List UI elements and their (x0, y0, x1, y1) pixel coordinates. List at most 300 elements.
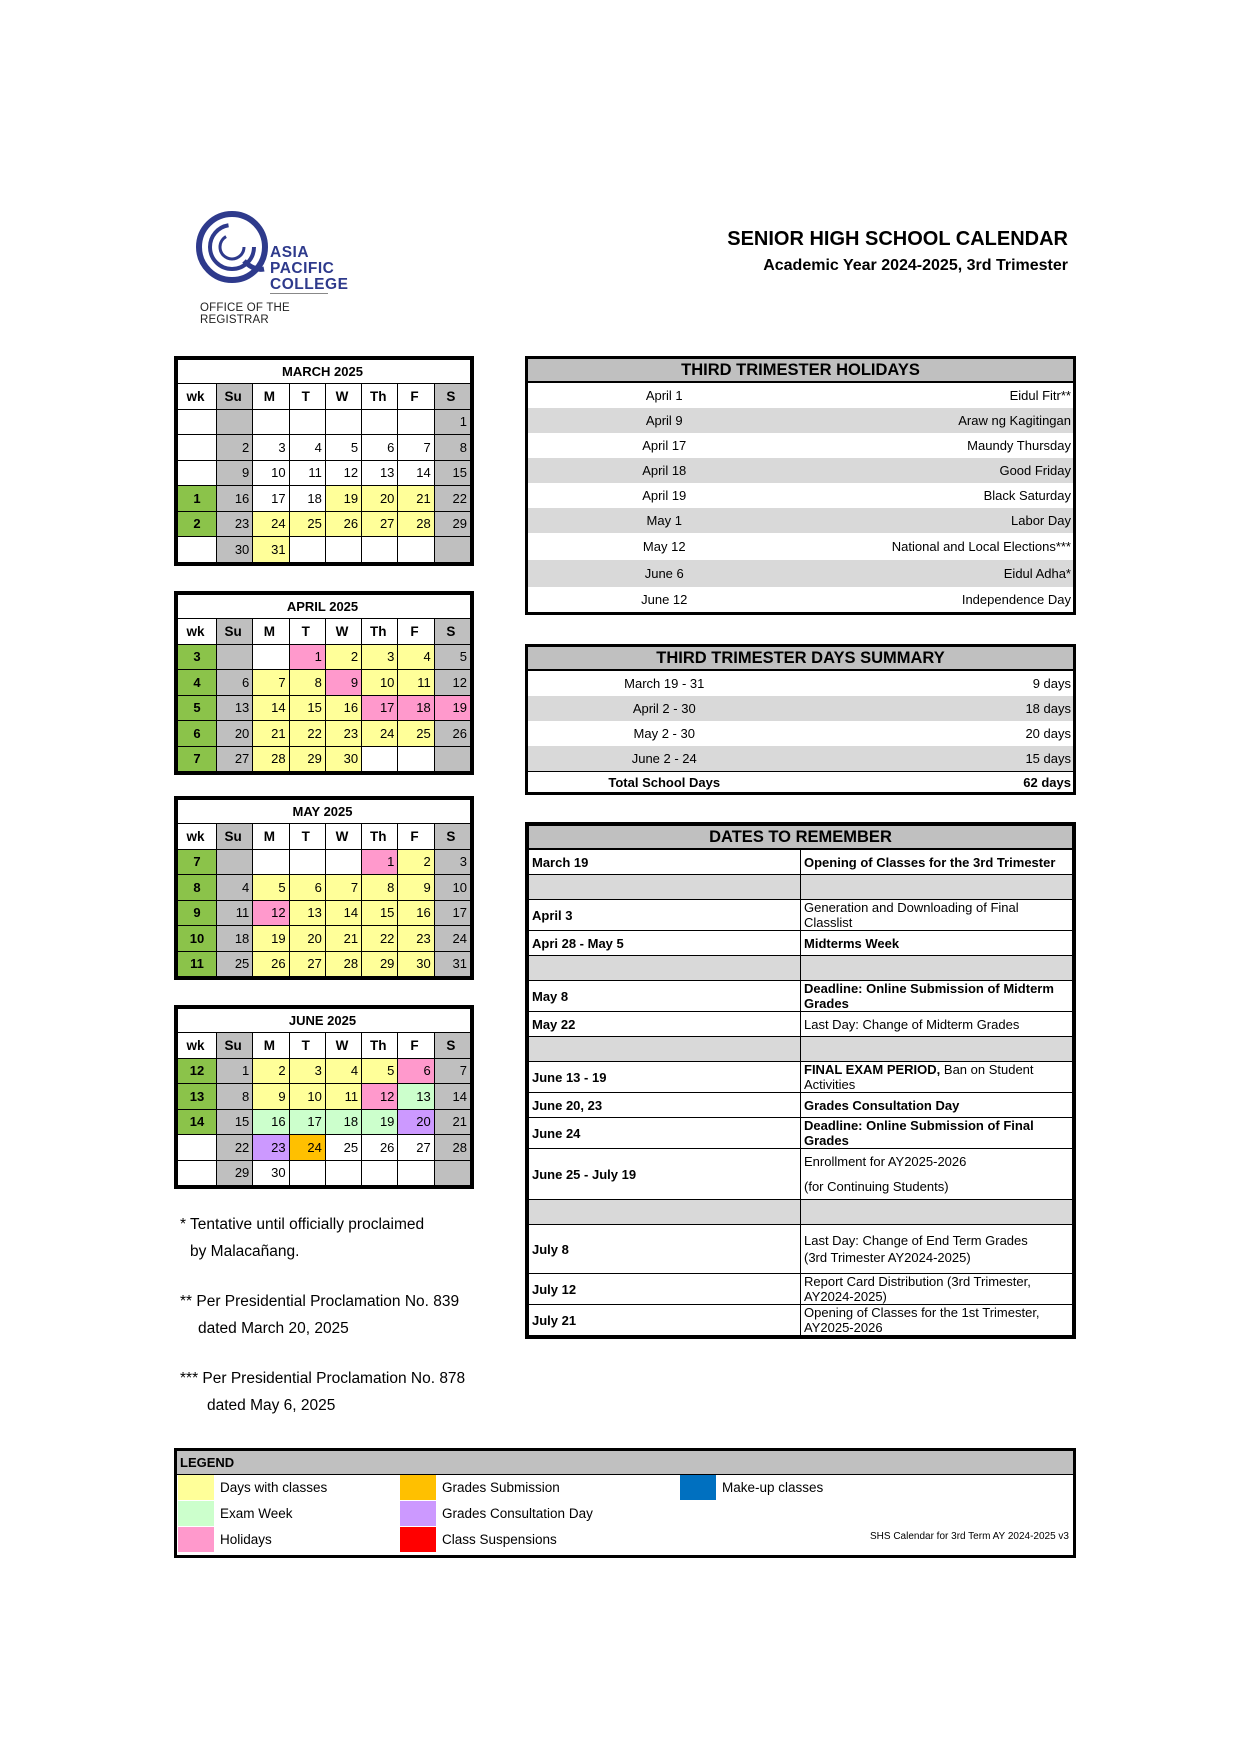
day-cell: 1 (289, 644, 325, 670)
day-cell (289, 537, 325, 563)
day-cell: 12 (325, 460, 361, 486)
day-cell: 8 (289, 670, 325, 696)
summary-range: March 19 - 31 (624, 676, 705, 691)
day-cell: 29 (217, 1160, 253, 1186)
day-cell: 8 (217, 1084, 253, 1110)
day-header: Su (217, 619, 253, 645)
day-header: W (325, 619, 361, 645)
day-cell: 15 (289, 695, 325, 721)
holiday-row (528, 458, 1073, 483)
day-cell: 18 (289, 486, 325, 512)
week-number: 11 (178, 951, 217, 977)
day-cell: 29 (289, 746, 325, 772)
day-header: T (289, 1033, 325, 1059)
day-cell: 7 (253, 670, 289, 696)
summary-row (528, 721, 1073, 746)
week-number: 9 (178, 900, 217, 926)
summary-title: THIRD TRIMESTER DAYS SUMMARY (528, 647, 1073, 670)
date-cell: June 13 - 19 (529, 1062, 801, 1093)
date-cell: July 12 (529, 1274, 801, 1305)
day-cell: 13 (217, 695, 253, 721)
day-cell (253, 644, 289, 670)
week-row (178, 746, 471, 772)
legend-label-classes: Days with classes (220, 1480, 328, 1495)
week-row (178, 1058, 471, 1084)
logo-mark-icon (194, 209, 274, 289)
day-cell: 29 (362, 951, 398, 977)
day-cell: 3 (289, 1058, 325, 1084)
day-cell: 22 (434, 486, 470, 512)
summary-days: 15 days (801, 746, 1074, 772)
week-row (178, 1135, 471, 1161)
day-header: Th (362, 824, 398, 850)
event-cell: Report Card Distribution (3rd Trimester, AY2024-2025) (801, 1274, 1073, 1305)
week-number: 12 (178, 1058, 217, 1084)
day-header: F (398, 1033, 434, 1059)
event-rest: Ban on Student Activities (804, 1062, 1034, 1092)
event-line: Enrollment for AY2025-2026 (804, 1154, 967, 1169)
day-cell: 15 (217, 1109, 253, 1135)
day-cell (398, 409, 434, 435)
date-cell: June 24 (529, 1118, 801, 1149)
day-cell: 13 (398, 1084, 434, 1110)
day-cell: 25 (398, 721, 434, 747)
day-cell: 24 (253, 511, 289, 537)
day-cell (253, 849, 289, 875)
day-header: F (398, 824, 434, 850)
day-cell (398, 746, 434, 772)
gap-row (529, 1200, 1073, 1225)
legend-swatch-makeup (680, 1475, 716, 1500)
day-cell: 19 (362, 1109, 398, 1135)
summary-days: 20 days (1025, 726, 1071, 741)
day-cell: 10 (253, 460, 289, 486)
day-header: T (289, 619, 325, 645)
holiday-row (528, 483, 1073, 508)
day-cell: 7 (398, 435, 434, 461)
note-line: * Tentative until officially proclaimed (180, 1216, 425, 1233)
holiday-row (528, 587, 1073, 612)
week-number: 6 (178, 721, 217, 747)
day-cell: 27 (398, 1135, 434, 1161)
day-cell: 23 (217, 511, 253, 537)
page-subtitle: Academic Year 2024-2025, 3rd Trimester (763, 257, 1068, 274)
day-cell (362, 409, 398, 435)
note-line: dated May 6, 2025 (207, 1397, 336, 1414)
day-cell: 20 (398, 1109, 434, 1135)
day-cell: 17 (289, 1109, 325, 1135)
day-header: wk (178, 384, 217, 410)
date-cell: July 8 (529, 1225, 801, 1274)
day-header: W (325, 1033, 361, 1059)
week-row (178, 1160, 471, 1186)
logo-office: OFFICE OF THE REGISTRAR (200, 302, 290, 326)
day-header: T (289, 384, 325, 410)
gap-row (529, 956, 1073, 981)
date-row (529, 849, 1073, 875)
date-cell: Apri 28 - May 5 (529, 931, 801, 956)
day-cell: 19 (434, 695, 470, 721)
holiday-row (528, 560, 1073, 587)
holiday-name: Good Friday (801, 458, 1074, 483)
day-cell: 7 (434, 1058, 470, 1084)
holidays-table (528, 359, 1073, 612)
week-row (178, 875, 471, 901)
legend-label-makeup: Make-up classes (722, 1480, 824, 1495)
day-cell: 9 (398, 875, 434, 901)
day-cell: 6 (289, 875, 325, 901)
day-cell (253, 409, 289, 435)
holiday-name: Independence Day (961, 592, 1071, 607)
note-3 (180, 1365, 465, 1419)
day-cell: 3 (434, 849, 470, 875)
day-header: Th (362, 619, 398, 645)
day-cell (217, 849, 253, 875)
day-header: Su (217, 1033, 253, 1059)
summary-range: June 2 - 24 (528, 746, 801, 772)
week-number: 7 (178, 746, 217, 772)
day-header: wk (178, 824, 217, 850)
day-header: wk (178, 1033, 217, 1059)
day-cell: 2 (325, 644, 361, 670)
date-row (529, 1225, 1073, 1274)
note-line: by Malacañang. (190, 1243, 300, 1260)
day-cell (325, 849, 361, 875)
holiday-date: April 1 (645, 388, 683, 403)
day-cell: 3 (253, 435, 289, 461)
date-cell: April 3 (529, 900, 801, 931)
holiday-name: Araw ng Kagitingan (801, 408, 1074, 433)
day-cell: 30 (217, 537, 253, 563)
day-cell: 9 (325, 670, 361, 696)
day-cell: 26 (253, 951, 289, 977)
day-cell: 31 (253, 537, 289, 563)
week-number: 5 (178, 695, 217, 721)
day-header: S (434, 384, 470, 410)
day-cell: 23 (325, 721, 361, 747)
week-row (178, 1084, 471, 1110)
day-cell: 12 (362, 1084, 398, 1110)
day-cell: 9 (253, 1084, 289, 1110)
summary-table (528, 647, 1073, 792)
date-cell: May 8 (529, 981, 801, 1012)
date-row (529, 900, 1073, 931)
event-bold: FINAL EXAM PERIOD, (804, 1062, 941, 1077)
holiday-row (528, 533, 1073, 560)
date-row (529, 931, 1073, 956)
event-cell: Grades Consultation Day (801, 1093, 1073, 1118)
day-header: Su (217, 824, 253, 850)
day-cell: 6 (362, 435, 398, 461)
week-number: 7 (178, 849, 217, 875)
holiday-name: Black Saturday (983, 488, 1071, 503)
day-cell: 13 (289, 900, 325, 926)
legend-label-grades-consultation: Grades Consultation Day (442, 1506, 593, 1521)
holiday-date: May 1 (528, 508, 801, 533)
week-row (178, 409, 471, 435)
note-1 (180, 1211, 424, 1265)
summary-row (528, 670, 1073, 696)
event-line: (3rd Trimester AY2024-2025) (804, 1250, 971, 1265)
legend-swatch-grades-consultation (400, 1501, 436, 1526)
summary-panel (525, 644, 1076, 795)
week-row (178, 849, 471, 875)
day-cell: 27 (217, 746, 253, 772)
holiday-name: Maundy Thursday (967, 438, 1071, 453)
day-cell: 13 (362, 460, 398, 486)
day-cell (289, 1160, 325, 1186)
week-number: 2 (178, 511, 217, 537)
event-line: (for Continuing Students) (804, 1179, 949, 1194)
day-cell (362, 537, 398, 563)
day-header: S (434, 1033, 470, 1059)
day-cell: 17 (434, 900, 470, 926)
day-cell (434, 746, 470, 772)
week-row (178, 926, 471, 952)
week-number (178, 435, 217, 461)
note-line: ** Per Presidential Proclamation No. 839 (180, 1293, 460, 1310)
day-cell: 1 (217, 1058, 253, 1084)
dates-title: DATES TO REMEMBER (529, 826, 1073, 850)
day-cell: 31 (434, 951, 470, 977)
dates-panel (525, 822, 1076, 1339)
holiday-row (528, 433, 1073, 458)
holiday-row (528, 382, 1073, 408)
legend-label-exam: Exam Week (220, 1506, 293, 1521)
week-row (178, 900, 471, 926)
day-header: M (253, 619, 289, 645)
legend-swatch-suspensions (400, 1527, 436, 1552)
holiday-name: Eidul Adha* (801, 560, 1074, 587)
day-header: F (398, 384, 434, 410)
day-cell: 30 (325, 746, 361, 772)
holiday-date: April 18 (528, 458, 801, 483)
date-row (529, 981, 1073, 1012)
day-cell: 2 (217, 435, 253, 461)
day-cell: 28 (325, 951, 361, 977)
holidays-panel (525, 356, 1076, 615)
day-cell: 26 (325, 511, 361, 537)
event-cell: Opening of Classes for the 3rd Trimester (801, 849, 1073, 875)
day-cell: 18 (217, 926, 253, 952)
day-cell (217, 409, 253, 435)
day-cell: 25 (289, 511, 325, 537)
event-cell: Opening of Classes for the 1st Trimester, AY2025-2026 (801, 1305, 1073, 1336)
day-cell: 15 (434, 460, 470, 486)
week-row (178, 670, 471, 696)
day-cell: 5 (434, 644, 470, 670)
day-cell: 23 (398, 926, 434, 952)
week-number (178, 1135, 217, 1161)
week-number: 3 (178, 644, 217, 670)
day-cell: 28 (398, 511, 434, 537)
day-cell: 6 (217, 670, 253, 696)
date-row (529, 1149, 1073, 1200)
day-cell: 21 (434, 1109, 470, 1135)
day-cell: 11 (325, 1084, 361, 1110)
gap-row (529, 875, 1073, 900)
day-cell (289, 849, 325, 875)
summary-total-row (528, 772, 1073, 793)
legend-footer: SHS Calendar for 3rd Term AY 2024-2025 v3 (869, 1531, 1069, 1542)
month-title: JUNE 2025 (178, 1009, 471, 1033)
holiday-name: National and Local Elections*** (891, 539, 1071, 554)
day-cell: 8 (434, 435, 470, 461)
holiday-row (528, 508, 1073, 533)
total-value: 62 days (801, 772, 1074, 793)
legend-swatch-holidays (178, 1527, 214, 1552)
day-cell (325, 409, 361, 435)
day-cell: 16 (253, 1109, 289, 1135)
event-cell: Generation and Downloading of Final Classlist (801, 900, 1073, 931)
week-row (178, 951, 471, 977)
logo-line-pacific: PACIFIC (270, 260, 335, 277)
day-cell: 28 (434, 1135, 470, 1161)
holiday-row (528, 408, 1073, 433)
gap-row (529, 1037, 1073, 1062)
day-cell: 10 (362, 670, 398, 696)
event-cell: Midterms Week (801, 931, 1073, 956)
page-title-block (727, 228, 1068, 275)
date-cell: July 21 (529, 1305, 801, 1336)
week-number (178, 537, 217, 563)
date-row (529, 1012, 1073, 1037)
week-row (178, 721, 471, 747)
date-cell: June 20, 23 (529, 1093, 801, 1118)
day-cell: 4 (325, 1058, 361, 1084)
day-cell: 30 (398, 951, 434, 977)
summary-range: May 2 - 30 (633, 726, 695, 741)
day-cell: 20 (289, 926, 325, 952)
month-title: APRIL 2025 (178, 595, 471, 619)
day-cell: 21 (398, 486, 434, 512)
day-cell: 22 (289, 721, 325, 747)
day-cell: 10 (434, 875, 470, 901)
day-cell (362, 746, 398, 772)
holidays-title: THIRD TRIMESTER HOLIDAYS (528, 359, 1073, 382)
day-cell: 6 (398, 1058, 434, 1084)
day-cell: 4 (217, 875, 253, 901)
note-line: dated March 20, 2025 (198, 1320, 349, 1337)
day-header: M (253, 1033, 289, 1059)
event-line: Last Day: Change of End Term Grades (804, 1233, 1028, 1248)
day-cell: 9 (217, 460, 253, 486)
date-row (529, 1274, 1073, 1305)
day-cell (434, 537, 470, 563)
day-cell: 29 (434, 511, 470, 537)
date-row (529, 1118, 1073, 1149)
summary-days: 18 days (801, 696, 1074, 721)
date-row (529, 1093, 1073, 1118)
summary-row (528, 746, 1073, 772)
holiday-name: Labor Day (801, 508, 1074, 533)
day-cell: 11 (289, 460, 325, 486)
day-header: S (434, 824, 470, 850)
holiday-date: June 6 (528, 560, 801, 587)
date-cell: May 22 (529, 1012, 801, 1037)
summary-range: April 2 - 30 (528, 696, 801, 721)
day-cell: 18 (398, 695, 434, 721)
week-row (178, 537, 471, 563)
day-cell: 26 (434, 721, 470, 747)
day-cell: 1 (362, 849, 398, 875)
week-number: 8 (178, 875, 217, 901)
week-number: 13 (178, 1084, 217, 1110)
month-calendar (174, 591, 474, 775)
day-cell: 21 (253, 721, 289, 747)
day-cell: 27 (362, 511, 398, 537)
event-cell (801, 1225, 1073, 1274)
college-logo (194, 209, 349, 326)
day-cell: 30 (253, 1160, 289, 1186)
summary-row (528, 696, 1073, 721)
event-cell: Last Day: Change of Midterm Grades (801, 1012, 1073, 1037)
legend (174, 1448, 1076, 1558)
day-header: T (289, 824, 325, 850)
day-cell: 2 (253, 1058, 289, 1084)
legend-title: LEGEND (177, 1451, 1073, 1475)
legend-label-holidays: Holidays (220, 1532, 272, 1547)
day-cell: 26 (362, 1135, 398, 1161)
day-cell: 17 (362, 695, 398, 721)
day-cell: 19 (325, 486, 361, 512)
day-cell (325, 1160, 361, 1186)
day-cell (362, 1160, 398, 1186)
day-cell: 5 (253, 875, 289, 901)
day-cell: 24 (289, 1135, 325, 1161)
day-cell: 2 (398, 849, 434, 875)
logo-line-asia: ASIA (270, 244, 310, 261)
day-cell: 11 (398, 670, 434, 696)
day-cell (398, 1160, 434, 1186)
week-number: 10 (178, 926, 217, 952)
page-title: SENIOR HIGH SCHOOL CALENDAR (727, 228, 1068, 250)
legend-swatch-classes (178, 1475, 214, 1500)
legend-swatch-grades-submission (400, 1475, 436, 1500)
week-row (178, 460, 471, 486)
day-cell: 16 (398, 900, 434, 926)
legend-label-grades-submission: Grades Submission (442, 1480, 560, 1495)
week-number (178, 409, 217, 435)
day-cell: 14 (253, 695, 289, 721)
week-row (178, 486, 471, 512)
day-cell: 17 (253, 486, 289, 512)
note-line: *** Per Presidential Proclamation No. 878 (180, 1370, 466, 1387)
day-cell (325, 537, 361, 563)
total-label: Total School Days (528, 772, 801, 793)
day-header: M (253, 824, 289, 850)
day-header: Th (362, 384, 398, 410)
day-cell: 12 (253, 900, 289, 926)
day-cell: 12 (434, 670, 470, 696)
day-cell (217, 644, 253, 670)
day-header: Su (217, 384, 253, 410)
day-cell: 20 (362, 486, 398, 512)
day-header: W (325, 824, 361, 850)
day-header: M (253, 384, 289, 410)
month-title: MAY 2025 (178, 800, 471, 824)
event-cell: Deadline: Online Submission of Final Grades (801, 1118, 1073, 1149)
logo-divider (270, 293, 328, 294)
holiday-date: May 12 (642, 539, 686, 554)
day-cell: 21 (325, 926, 361, 952)
holiday-date: April 17 (642, 438, 687, 453)
day-cell: 7 (325, 875, 361, 901)
dates-table (528, 825, 1073, 1336)
week-row (178, 435, 471, 461)
day-cell: 16 (325, 695, 361, 721)
holiday-date: April 19 (642, 488, 687, 503)
